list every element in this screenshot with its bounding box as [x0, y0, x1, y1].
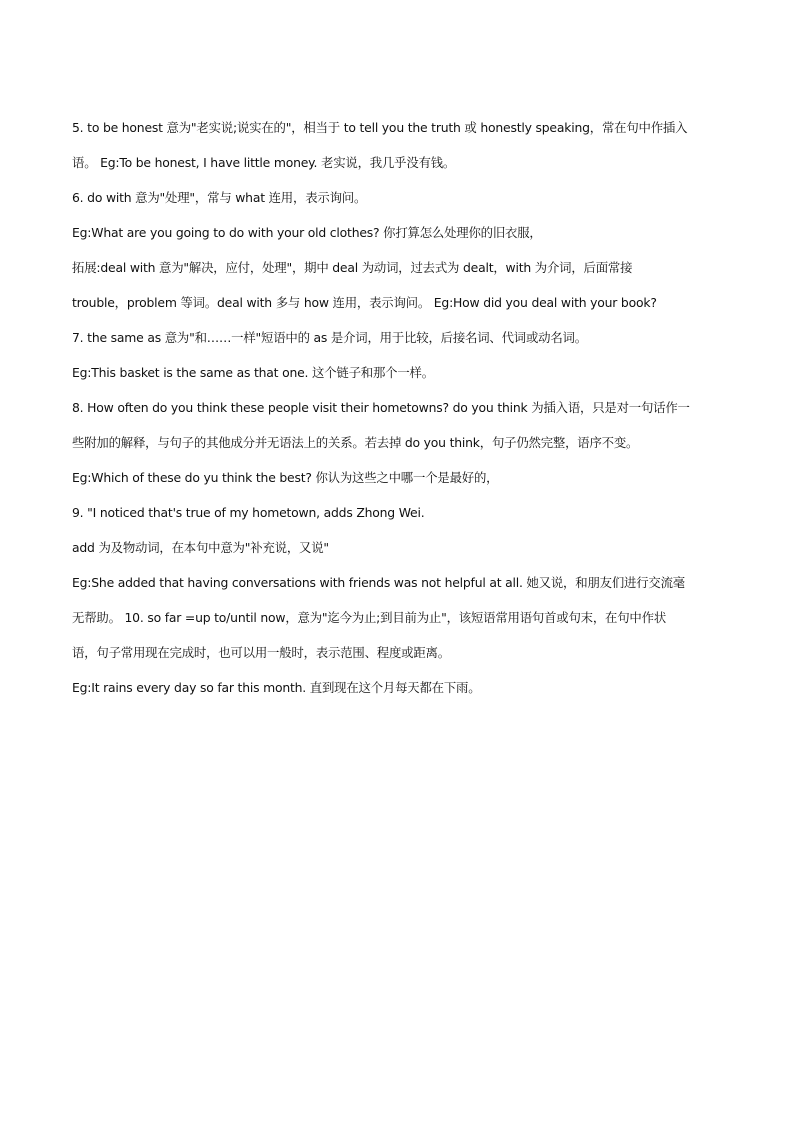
text-line-8-example: Eg:Which of these do yu think the best? 你认为这些之中哪一个是最好的，	[72, 470, 499, 485]
document-body	[72, 110, 728, 705]
text-line-8-how-often: 8. How often do you think these people visit their hometowns? do you think 为插入语，只是对一句话作一	[72, 400, 690, 415]
text-line-8-explanation: 些附加的解释，与句子的其他成分并无语法上的关系。若去掉 do you think，句子仍然完整，语序不变。	[72, 435, 639, 450]
text-line-9-quote: 9. "I noticed that's true of my hometown, adds Zhong Wei.	[72, 505, 425, 520]
text-line-5-example: 语。 Eg:To be honest, I have little money. 老实说，我几乎没有钱。	[72, 155, 456, 170]
text-line-6-extension-cont: trouble，problem 等词。deal with 多与 how 连用，表示询问。 Eg:How did you deal with your book?	[72, 295, 657, 310]
text-line-6-do-with: 6. do with 意为"处理"，常与 what 连用，表示询问。	[72, 190, 367, 205]
text-line-7-example: Eg:This basket is the same as that one. 这个链子和那个一样。	[72, 365, 434, 380]
text-line-10-usage: 语，句子常用现在完成时，也可以用一般时，表示范围、程度或距离。	[72, 645, 450, 660]
text-line-9-add: add 为及物动词，在本句中意为"补充说，又说"	[72, 540, 329, 555]
text-line-6-extension: 拓展:deal with 意为"解决，应付，处理"，期中 deal 为动词，过去式为 dealt，with 为介词，后面常接	[72, 260, 633, 275]
text-line-7-same-as: 7. the same as 意为"和……一样"短语中的 as 是介词，用于比较，后接名词、代词或动名词。	[72, 330, 587, 345]
text-line-5-honest: 5. to be honest 意为"老实说;说实在的"，相当于 to tell you the truth 或 honestly speaking，常在句中作插入	[72, 120, 688, 135]
text-line-10-example: Eg:It rains every day so far this month. 直到现在这个月每天都在下雨。	[72, 680, 481, 695]
text-line-10-so-far: 无帮助。 10. so far =up to/until now，意为"迄今为止;到目前为止"，该短语常用语句首或句末，在句中作状	[72, 610, 667, 625]
text-line-9-example: Eg:She added that having conversations with friends was not helpful at all. 她又说，和朋友们进行交流毫	[72, 575, 685, 590]
text-line-6-example: Eg:What are you going to do with your old clothes? 你打算怎么处理你的旧衣服，	[72, 225, 542, 240]
